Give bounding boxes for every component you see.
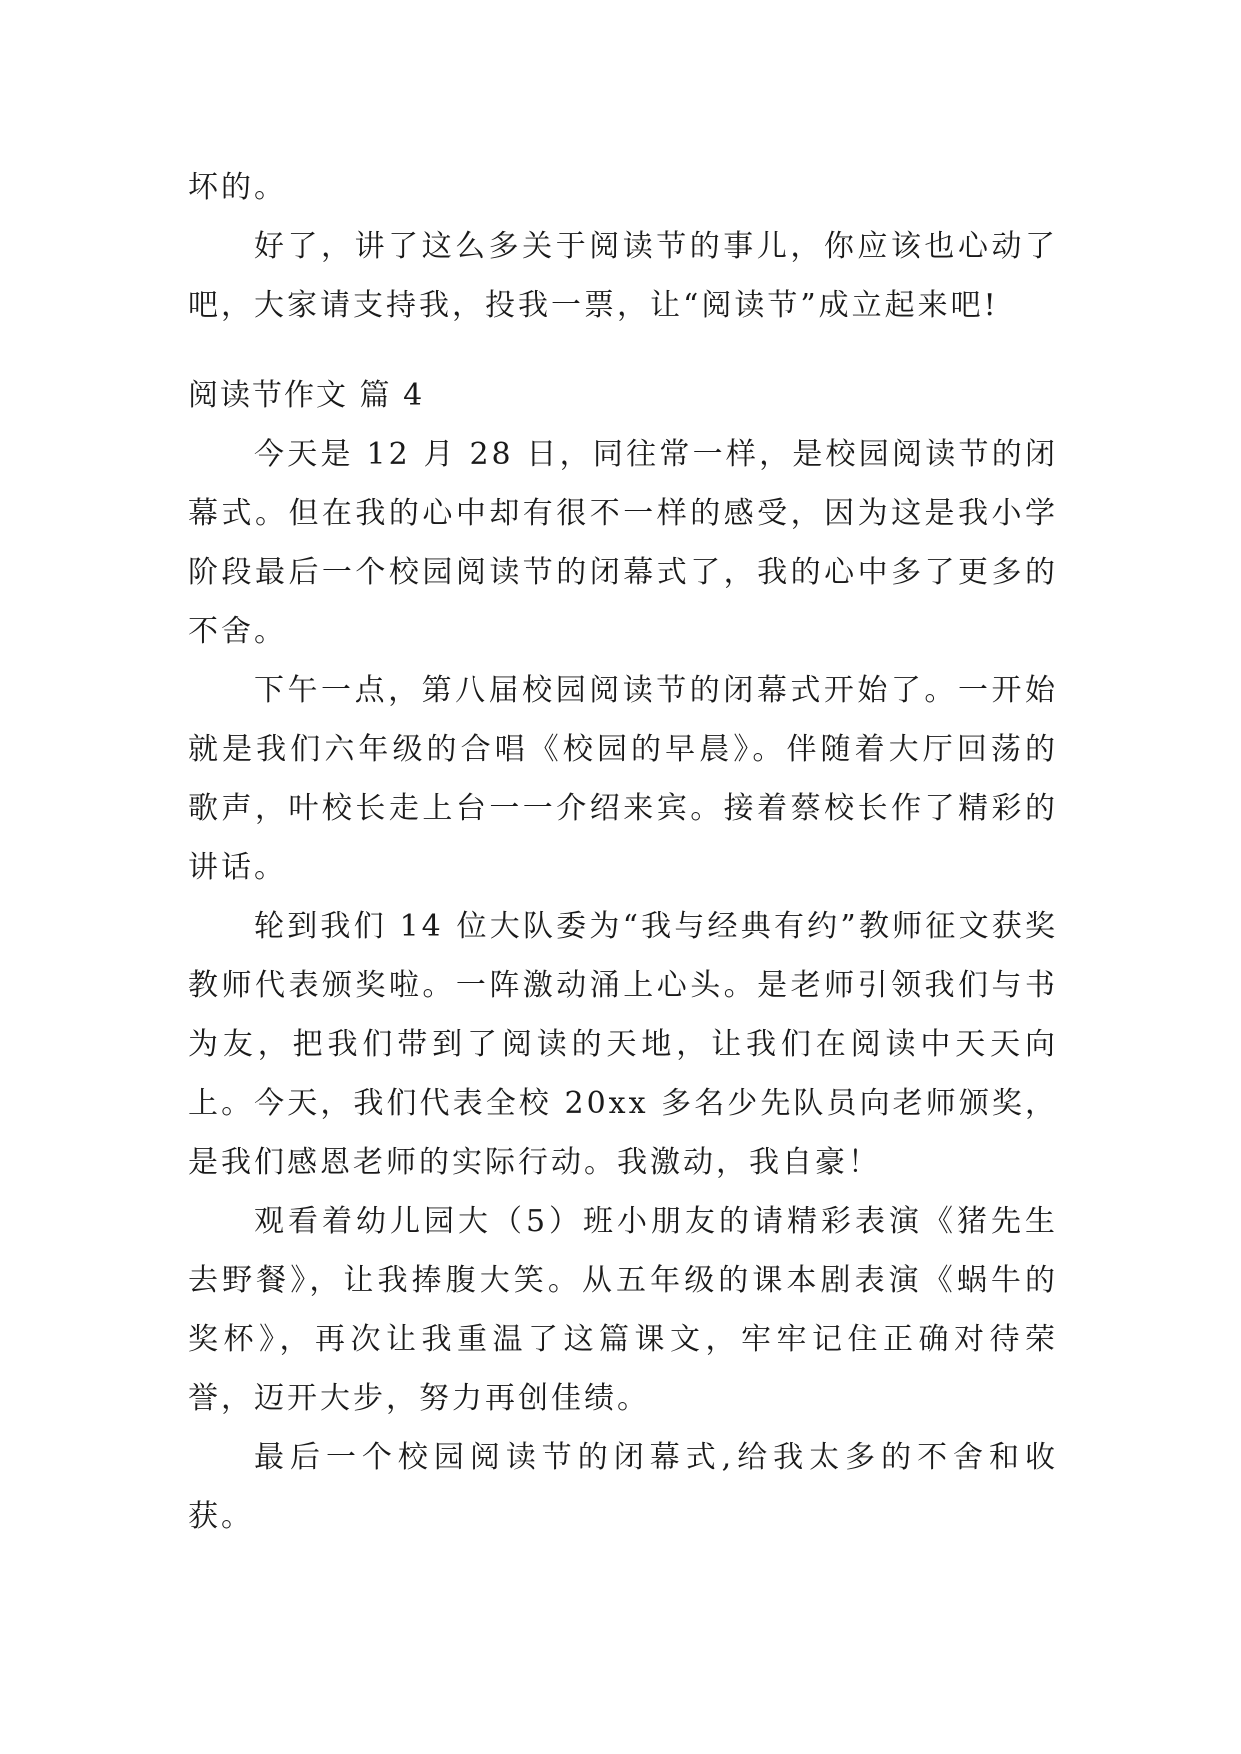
paragraph-1: 今天是 12 月 28 日，同往常一样，是校园阅读节的闭幕式。但在我的心中却有很不一样的感受，因为这是我小学阶段最后一个校园阅读节的闭幕式了，我的心中多了更多的不舍。: [188, 437, 1058, 649]
section-title: 阅读节作文 篇 4: [188, 378, 425, 413]
paragraph-5: 最后一个校园阅读节的闭幕式,给我太多的不舍和收获。: [188, 1440, 1058, 1534]
paragraph-continuation: 坏的。: [188, 170, 287, 205]
paragraph-3: 轮到我们 14 位大队委为“我与经典有约”教师征文获奖教师代表颁奖啦。一阵激动涌上心头。是老师引领我们与书为友，把我们带到了阅读的天地，让我们在阅读中天天向上。今天，我们代表全校 20xx 多名少先队员向老师颁奖，是我们感恩老师的实际行动。我激动，我自豪！: [188, 909, 1058, 1180]
section-gap: [188, 335, 1058, 366]
document-body: [188, 158, 1058, 1546]
paragraph-4: 观看着幼儿园大（5）班小朋友的请精彩表演《猪先生去野餐》，让我捧腹大笑。从五年级的课本剧表演《蜗牛的奖杯》，再次让我重温了这篇课文，牢牢记住正确对待荣誉，迈开大步，努力再创佳绩。: [188, 1204, 1058, 1416]
paragraph-2: 下午一点，第八届校园阅读节的闭幕式开始了。一开始就是我们六年级的合唱《校园的早晨》。伴随着大厅回荡的歌声，叶校长走上台一一介绍来宾。接着蔡校长作了精彩的讲话。: [188, 673, 1058, 885]
paragraph-closing-appeal: 好了，讲了这么多关于阅读节的事儿，你应该也心动了吧，大家请支持我，投我一票，让“阅读节”成立起来吧!: [188, 229, 1058, 323]
